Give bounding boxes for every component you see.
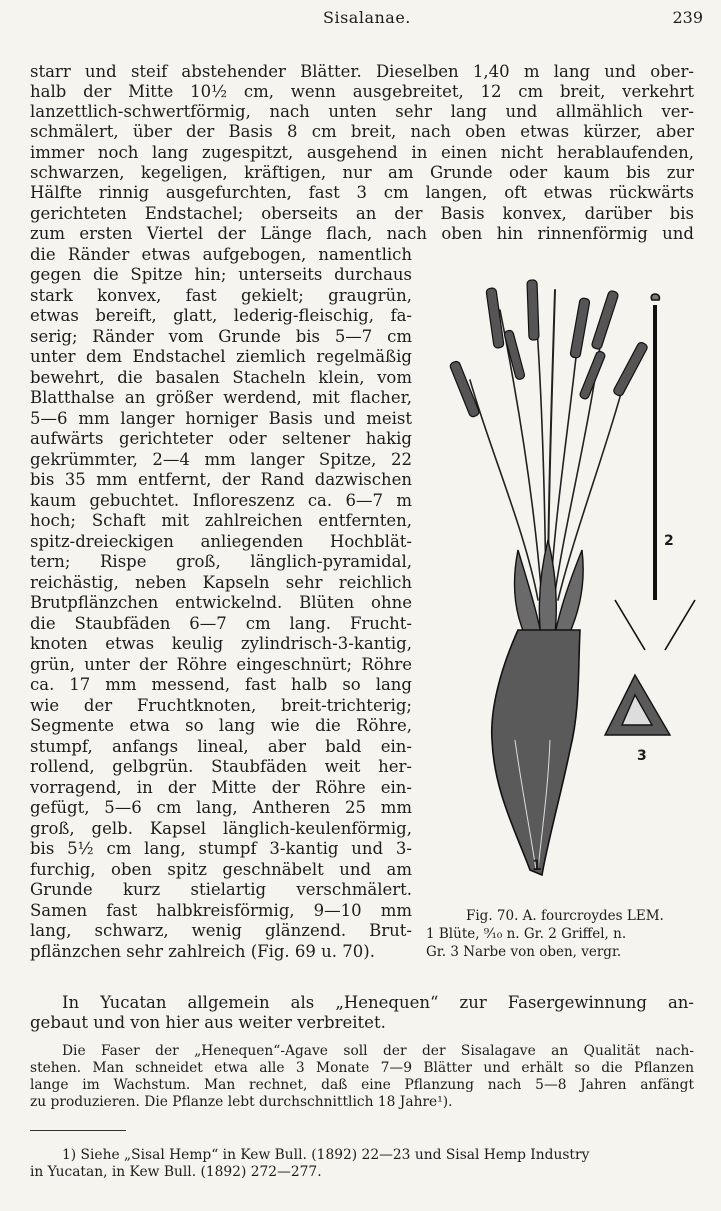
text-line: gerichteten Endstachel; oberseits an der Basis konvex, darüber bis <box>30 204 694 223</box>
figure-label-1: 1 <box>532 858 542 874</box>
footnote-rule <box>30 1130 126 1131</box>
text-line: Blatthalse an größer werdend, mit flacher, <box>30 388 412 407</box>
text-line: grün, unter der Röhre eingeschnürt; Röhre <box>30 655 412 674</box>
text-line: starr und steif abstehender Blätter. Dieselben 1,40 m lang und ober- <box>30 62 694 81</box>
text-line: gebaut und von hier aus weiter verbreitet. <box>30 1013 386 1032</box>
text-line: schwarzen, kegeligen, kräftigen, nur am Grunde oder kaum bis zur <box>30 163 694 182</box>
figure-label-2: 2 <box>664 533 674 549</box>
text-line: bewehrt, die basalen Stacheln klein, vom <box>30 368 412 387</box>
text-line: unter dem Endstachel ziemlich regelmäßig <box>30 347 412 366</box>
text-line: rollend, gelbgrün. Staubfäden weit her- <box>30 757 412 776</box>
stamen <box>550 320 580 600</box>
text-line: zum ersten Viertel der Länge flach, nach oben hin rinnenförmig und <box>30 224 694 243</box>
text-line: hoch; Schaft mit zahlreichen entfernten, <box>30 511 412 530</box>
text-line: bis 35 mm entfernt, der Rand dazwischen <box>30 470 412 489</box>
footnote-line: in Yucatan, in Kew Bull. (1892) 272—277. <box>30 1164 322 1180</box>
text-line: 5—6 mm langer horniger Basis und meist <box>30 409 412 428</box>
text-line: lanzettlich-schwertförmig, nach unten sehr lang und allmählich ver- <box>30 102 694 121</box>
caption-line: 1 Blüte, ⁹⁄₁₀ n. Gr. 2 Griffel, n. <box>426 926 627 942</box>
text-line: halb der Mitte 10½ cm, wenn ausgebreitet, 12 cm breit, verkehrt <box>30 82 694 101</box>
text-line: lang, schwarz, wenig glänzend. Brut- <box>30 921 412 940</box>
text-line: pflänzchen sehr zahlreich (Fig. 69 u. 70). <box>30 942 375 961</box>
page-header <box>0 6 721 30</box>
flower-drawing <box>430 270 710 900</box>
text-line: stehen. Man schneidet etwa alle 3 Monate 7—9 Blätter und erhält so die Pflanzen <box>30 1060 694 1076</box>
text-line: Hälfte rinnig ausgefurchten, fast 3 cm langen, oft etwas rückwärts <box>30 183 694 202</box>
stamen <box>470 380 538 600</box>
caption-line: Gr. 3 Narbe von oben, vergr. <box>426 944 622 960</box>
text-line: die Staubfäden 6—7 cm lang. Frucht- <box>30 614 412 633</box>
text-line: bis 5½ cm lang, stumpf 3-kantig und 3- <box>30 839 412 858</box>
text-line: In Yucatan allgemein als „Henequen“ zur Fasergewinnung an- <box>62 993 694 1012</box>
stigma-detail <box>605 675 670 735</box>
text-line: aufwärts gerichteter oder seltener hakig <box>30 429 412 448</box>
text-line: furchig, oben spitz geschnäbelt und am <box>30 860 412 879</box>
ovary <box>492 630 580 875</box>
text-line: schmälert, über der Basis 8 cm breit, nach oben etwas kürzer, aber <box>30 122 694 141</box>
text-line: gekrümmter, 2—4 mm langer Spitze, 22 <box>30 450 412 469</box>
text-line: Segmente etwa so lang wie die Röhre, <box>30 716 412 735</box>
text-line: Die Faser der „Henequen“-Agave soll der der Sisalagave an Qualität nach- <box>62 1043 694 1059</box>
text-line: Samen fast halbkreisförmig, 9—10 mm <box>30 901 412 920</box>
page-number: 239 <box>672 8 703 27</box>
text-line: vorragend, in der Mitte der Röhre ein- <box>30 778 412 797</box>
stamen <box>500 310 542 600</box>
figure-illustration <box>430 270 710 900</box>
text-line: kaum gebuchtet. Infloreszenz ca. 6—7 m <box>30 491 412 510</box>
text-line: wie der Fruchtknoten, breit-trichterig; <box>30 696 412 715</box>
text-line: gegen die Spitze hin; unterseits durchaus <box>30 265 412 284</box>
text-line: zu produzieren. Die Pflanze lebt durchschnittlich 18 Jahre¹). <box>30 1094 453 1110</box>
text-line: lange im Wachstum. Man rechnet, daß eine Pflanzung nach 5—8 Jahren anfängt <box>30 1077 694 1093</box>
text-line: stark konvex, fast gekielt; graugrün, <box>30 286 412 305</box>
text-line: gefügt, 5—6 cm lang, Antheren 25 mm <box>30 798 412 817</box>
text-line: etwas bereift, glatt, lederig-fleischig, fa- <box>30 306 412 325</box>
caption-line: Fig. 70. A. fourcroydes LEM. <box>466 908 664 924</box>
text-line: ca. 17 mm messend, fast halb so lang <box>30 675 412 694</box>
text-line: knoten etwas keulig zylindrisch-3-kantig, <box>30 634 412 653</box>
text-line: immer noch lang zugespitzt, ausgehend in einen nicht herablaufenden, <box>30 143 694 162</box>
text-line: reichästig, neben Kapseln sehr reichlich <box>30 573 412 592</box>
running-head: Sisalanae. <box>323 8 411 27</box>
text-line: stumpf, anfangs lineal, aber bald ein- <box>30 737 412 756</box>
style-detail <box>615 294 695 650</box>
text-line: Grunde kurz stielartig verschmälert. <box>30 880 412 899</box>
text-line: serig; Ränder vom Grunde bis 5—7 cm <box>30 327 412 346</box>
footnote-line: 1) Siehe „Sisal Hemp“ in Kew Bull. (1892) 22—23 und Sisal Hemp Industry <box>62 1147 590 1163</box>
text-line: die Ränder etwas aufgebogen, namentlich <box>30 245 412 264</box>
text-line: groß, gelb. Kapsel länglich-keulenförmig, <box>30 819 412 838</box>
text-line: Brutpflänzchen entwickelnd. Blüten ohne <box>30 593 412 612</box>
text-line: spitz-dreieckigen anliegenden Hochblät- <box>30 532 412 551</box>
figure-label-3: 3 <box>637 748 647 764</box>
text-line: tern; Rispe groß, länglich-pyramidal, <box>30 552 412 571</box>
